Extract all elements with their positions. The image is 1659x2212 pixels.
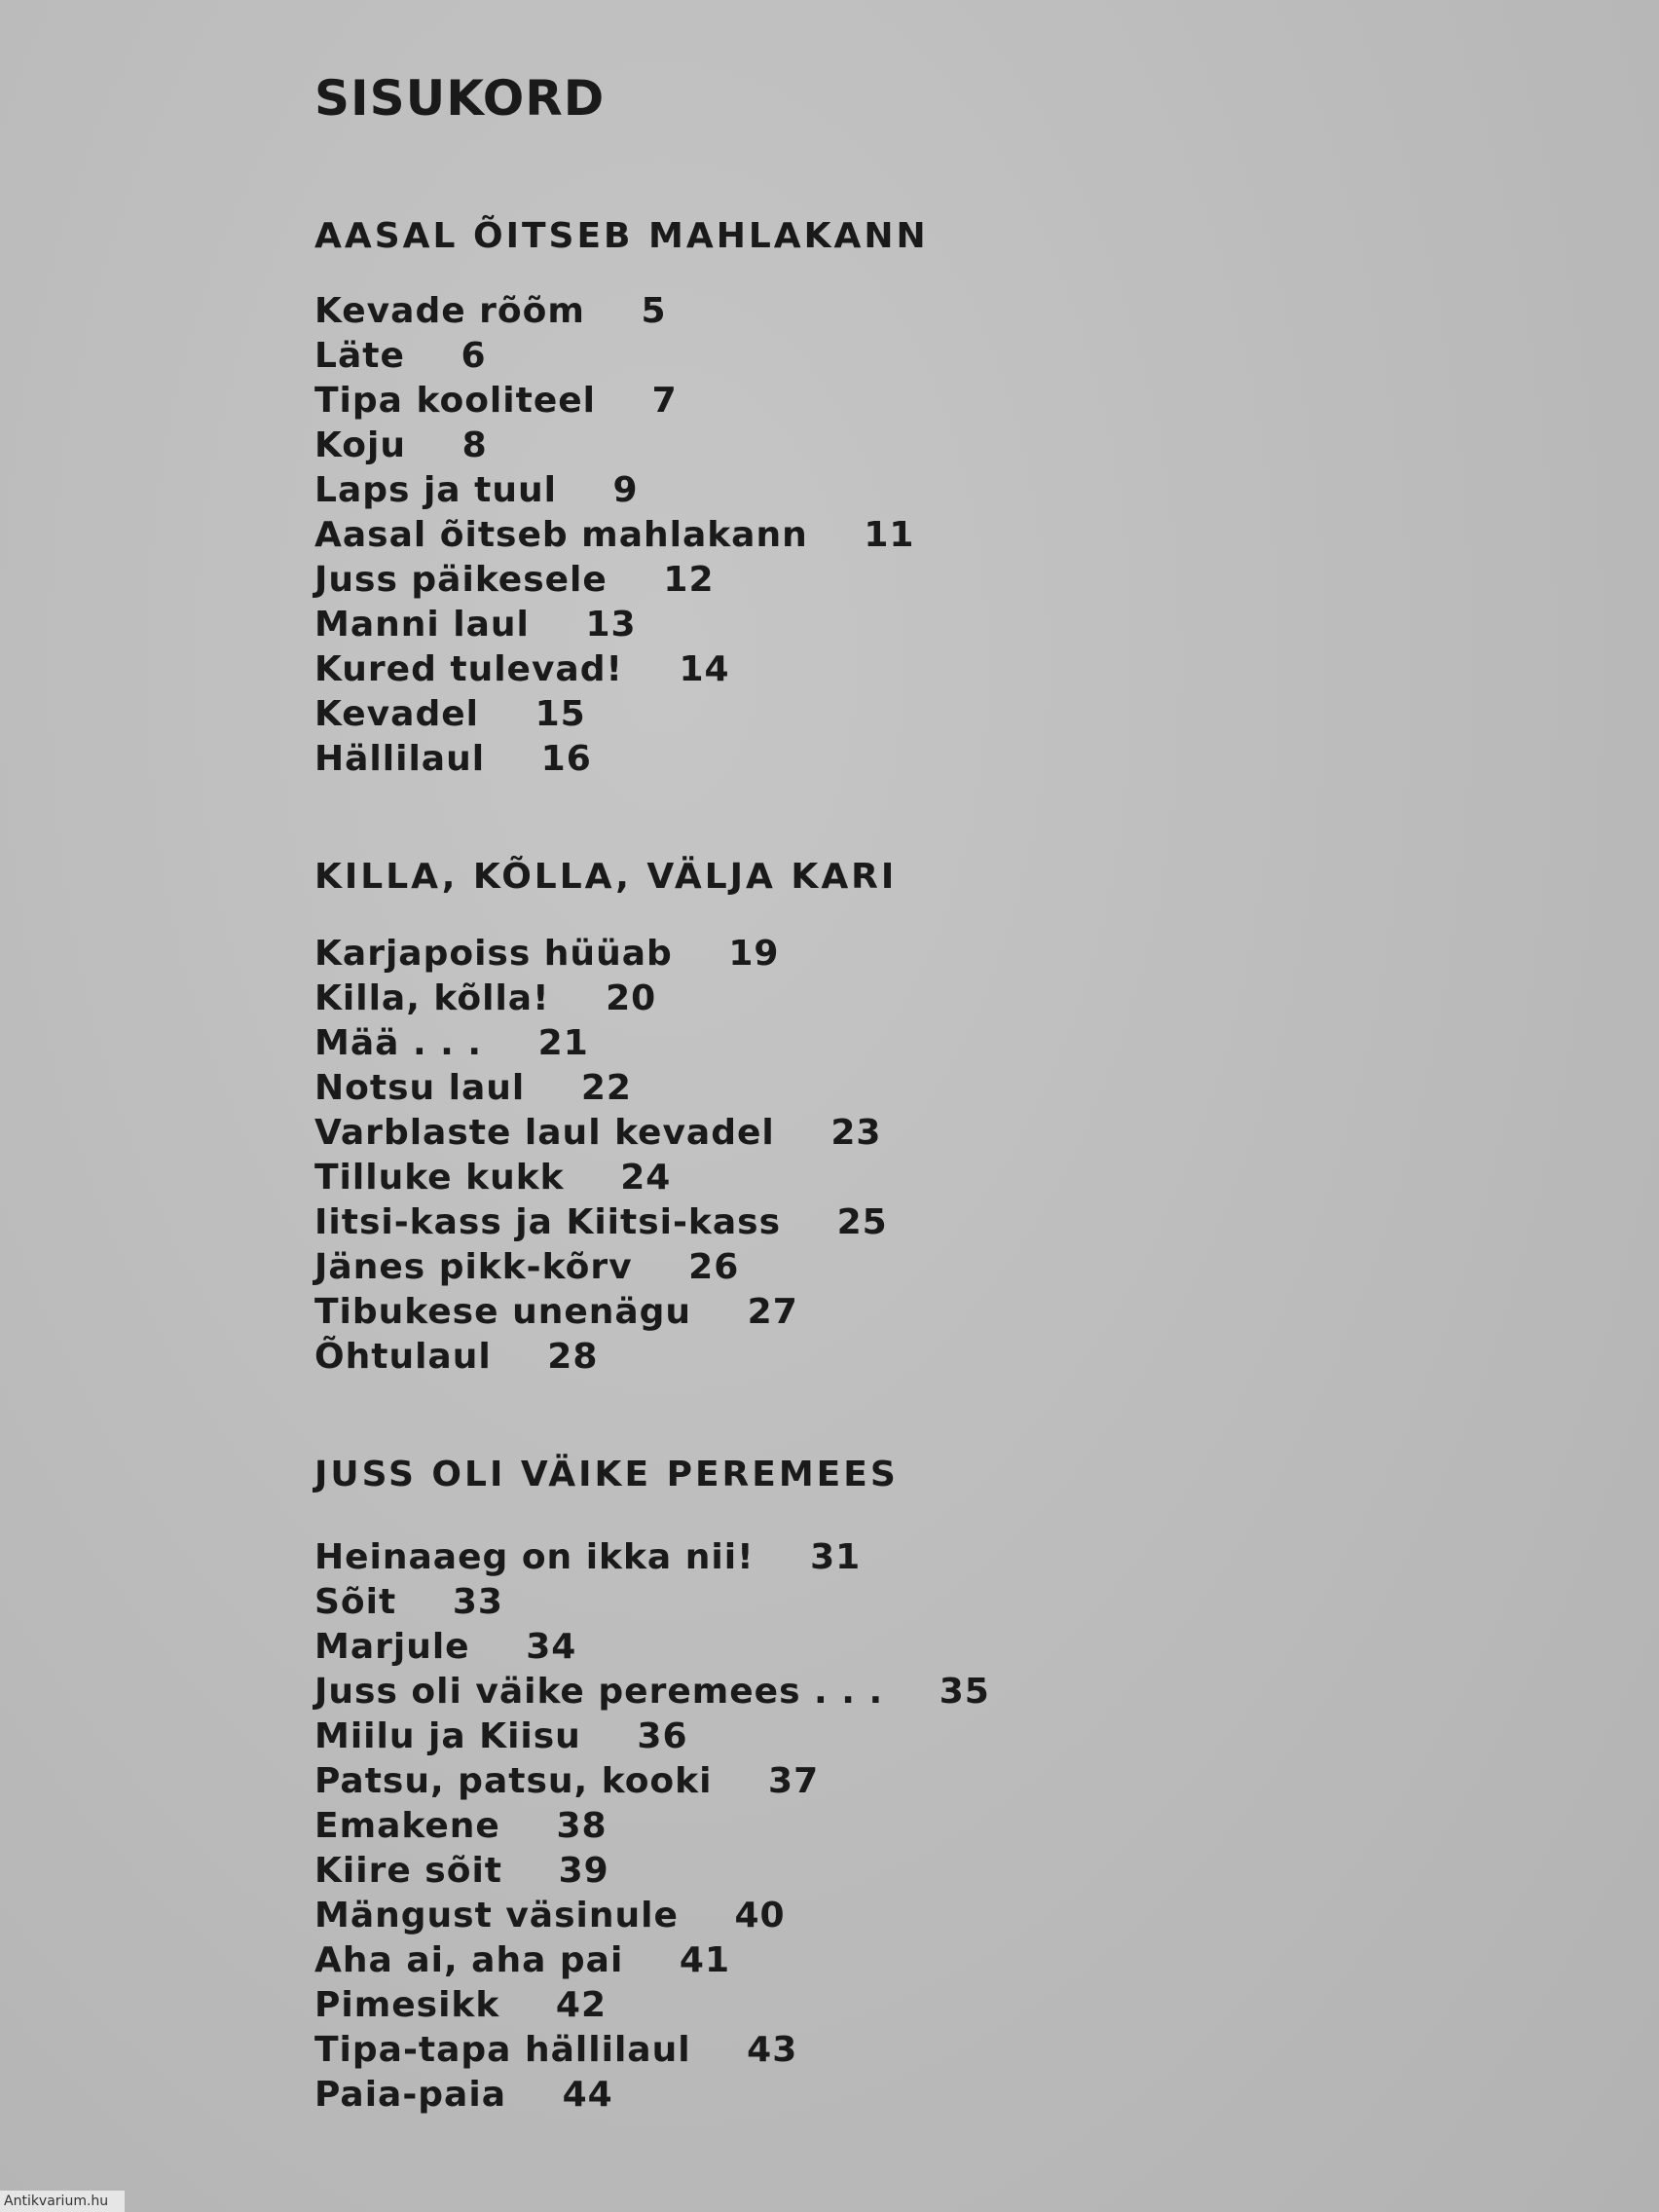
- toc-item-title: Jänes pikk-kõrv: [314, 1247, 633, 1287]
- toc-item-page: 24: [620, 1158, 672, 1198]
- section-heading-3: JUSS OLI VÄIKE PEREMEES: [314, 1455, 899, 1494]
- toc-item-page: 25: [836, 1202, 888, 1242]
- watermark: Antikvarium.hu: [0, 2191, 125, 2212]
- toc-item[interactable]: [314, 647, 914, 692]
- toc-item-title: Kiire sõit: [314, 1851, 502, 1891]
- toc-item[interactable]: [314, 692, 914, 737]
- toc-item-page: 16: [540, 739, 592, 779]
- toc-item[interactable]: [314, 2073, 990, 2118]
- toc-item-page: 36: [637, 1716, 688, 1756]
- toc-item-page: 26: [688, 1247, 740, 1287]
- toc-item-page: 34: [526, 1627, 577, 1667]
- page-title: SISUKORD: [314, 70, 606, 127]
- toc-item[interactable]: [314, 1200, 888, 1245]
- toc-item-title: Aasal õitseb mahlakann: [314, 515, 808, 555]
- toc-item-title: Varblaste laul kevadel: [314, 1113, 775, 1153]
- toc-item-title: Kured tulevad!: [314, 649, 623, 689]
- toc-item-page: 41: [679, 1940, 731, 1980]
- toc-item[interactable]: [314, 1245, 888, 1290]
- toc-item[interactable]: [314, 603, 914, 647]
- toc-item-title: Koju: [314, 425, 406, 465]
- toc-item-title: Emakene: [314, 1806, 500, 1846]
- toc-item[interactable]: [314, 289, 914, 334]
- toc-item-page: 14: [679, 649, 730, 689]
- toc-item-page: 35: [939, 1672, 990, 1712]
- toc-item[interactable]: [314, 1290, 888, 1335]
- toc-item[interactable]: [314, 1714, 990, 1759]
- toc-item[interactable]: [314, 932, 888, 977]
- toc-item-page: 33: [452, 1582, 503, 1622]
- toc-item[interactable]: [314, 1849, 990, 1894]
- toc-item[interactable]: [314, 1021, 888, 1066]
- toc-item-title: Tipa-tapa hällilaul: [314, 2030, 691, 2070]
- toc-item[interactable]: [314, 977, 888, 1021]
- toc-item-page: 11: [864, 515, 915, 555]
- toc-item-title: Karjapoiss hüüab: [314, 934, 673, 974]
- toc-item[interactable]: [314, 468, 914, 513]
- toc-item-page: 44: [562, 2075, 613, 2115]
- toc-item[interactable]: [314, 1983, 990, 2028]
- toc-item-title: Heinaaeg on ikka nii!: [314, 1537, 755, 1577]
- toc-item-title: Tilluke kukk: [314, 1158, 565, 1198]
- toc-item-title: Iitsi-kass ja Kiitsi-kass: [314, 1202, 782, 1242]
- toc-item[interactable]: [314, 1625, 990, 1670]
- toc-item[interactable]: [314, 1670, 990, 1714]
- toc-item-title: Aha ai, aha pai: [314, 1940, 624, 1980]
- toc-item-title: Õhtulaul: [314, 1337, 492, 1377]
- toc-item-title: Patsu, patsu, kooki: [314, 1761, 713, 1801]
- toc-item[interactable]: [314, 737, 914, 782]
- toc-item-page: 23: [830, 1113, 882, 1153]
- toc-item-title: Juss päikesele: [314, 560, 608, 600]
- toc-item-page: 5: [641, 291, 667, 331]
- section-2-list: [314, 932, 888, 1380]
- toc-item-title: Kevade rõõm: [314, 291, 585, 331]
- toc-item-page: 27: [747, 1292, 798, 1332]
- toc-item-title: Tipa kooliteel: [314, 381, 596, 421]
- section-heading-2: KILLA, KÕLLA, VÄLJA KARI: [314, 857, 898, 897]
- toc-item-page: 37: [768, 1761, 820, 1801]
- toc-item-title: Manni laul: [314, 605, 530, 645]
- toc-item[interactable]: [314, 1759, 990, 1804]
- toc-item[interactable]: [314, 1066, 888, 1111]
- toc-item-title: Paia-paia: [314, 2075, 506, 2115]
- toc-item[interactable]: [314, 513, 914, 558]
- toc-item-title: Sõit: [314, 1582, 397, 1622]
- toc-item-title: Mää . . .: [314, 1023, 483, 1063]
- toc-item-page: 38: [556, 1806, 608, 1846]
- toc-item-page: 39: [558, 1851, 609, 1891]
- section-heading-1: AASAL ÕITSEB MAHLAKANN: [314, 216, 929, 256]
- toc-item-title: Pimesikk: [314, 1985, 500, 2025]
- toc-item-page: 19: [728, 934, 780, 974]
- toc-item-title: Juss oli väike peremees . . .: [314, 1672, 884, 1712]
- toc-item-title: Laps ja tuul: [314, 470, 557, 510]
- toc-item-page: 43: [747, 2030, 798, 2070]
- toc-item[interactable]: [314, 1580, 990, 1625]
- toc-item-page: 31: [810, 1537, 862, 1577]
- toc-item[interactable]: [314, 334, 914, 379]
- toc-item-title: Kevadel: [314, 694, 479, 734]
- toc-item[interactable]: [314, 379, 914, 424]
- toc-item[interactable]: [314, 1156, 888, 1200]
- toc-item-page: 21: [537, 1023, 589, 1063]
- toc-item[interactable]: [314, 2028, 990, 2073]
- toc-item-page: 8: [461, 425, 488, 465]
- toc-item[interactable]: [314, 1335, 888, 1380]
- toc-item-title: Läte: [314, 336, 405, 376]
- toc-item-title: Marjule: [314, 1627, 470, 1667]
- toc-item[interactable]: [314, 1938, 990, 1983]
- toc-item[interactable]: [314, 1804, 990, 1849]
- toc-item-page: 40: [734, 1896, 786, 1936]
- toc-item-page: 9: [612, 470, 639, 510]
- toc-item-title: Mängust väsinule: [314, 1896, 679, 1936]
- toc-item-page: 13: [585, 605, 637, 645]
- toc-item-page: 6: [461, 336, 487, 376]
- toc-item-title: Tibukese unenägu: [314, 1292, 692, 1332]
- section-1-list: [314, 289, 914, 782]
- toc-item-page: 28: [547, 1337, 599, 1377]
- toc-item-page: 22: [580, 1068, 632, 1108]
- toc-item[interactable]: [314, 558, 914, 603]
- toc-item-page: 42: [555, 1985, 608, 2025]
- toc-item-page: 7: [651, 381, 678, 421]
- toc-item-title: Notsu laul: [314, 1068, 526, 1108]
- toc-item[interactable]: [314, 1535, 990, 1580]
- toc-item-page: 20: [606, 978, 657, 1018]
- toc-item-page: 12: [663, 560, 715, 600]
- toc-item-title: Miilu ja Kiisu: [314, 1716, 581, 1756]
- toc-item[interactable]: [314, 424, 914, 468]
- toc-item-title: Hällilaul: [314, 739, 486, 779]
- toc-item-title: Killa, kõlla!: [314, 978, 550, 1018]
- toc-item[interactable]: [314, 1894, 990, 1938]
- toc-item[interactable]: [314, 1111, 888, 1156]
- toc-item-page: 15: [535, 694, 586, 734]
- section-3-list: [314, 1535, 990, 2118]
